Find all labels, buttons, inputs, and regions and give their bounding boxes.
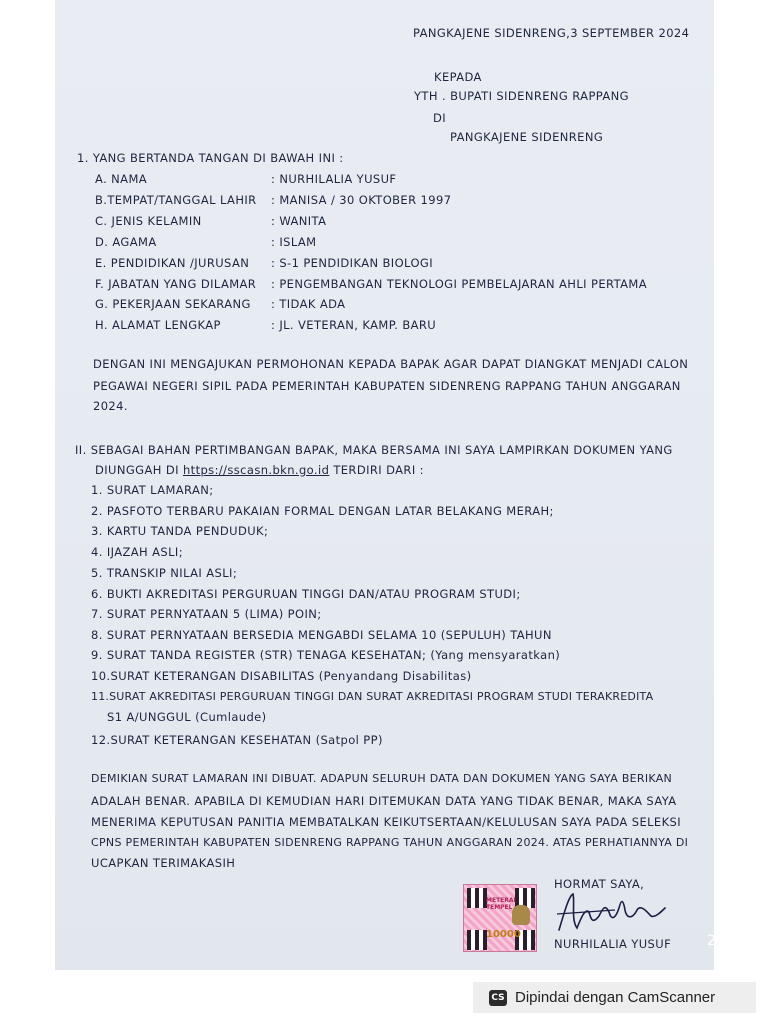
section-1-intro: 1. YANG BERTANDA TANGAN DI BAWAH INI :	[77, 151, 344, 165]
list-item-continuation: S1 A/UNGGUL (Cumlaude)	[107, 710, 267, 724]
field-value: : JL. VETERAN, KAMP. BARU	[271, 318, 437, 332]
addressee: YTH . BUPATI SIDENRENG RAPPANG	[414, 89, 629, 103]
field-label: A. NAMA	[95, 172, 148, 186]
section-2-intro: II. SEBAGAI BAHAN PERTIMBANGAN BAPAK, MAKA BERSAMA INI SAYA LAMPIRKAN DOKUMEN YANG	[75, 443, 673, 457]
list-item: 1. SURAT LAMARAN;	[91, 483, 214, 497]
list-item: 7. SURAT PERNYATAAN 5 (LIMA) POIN;	[91, 607, 322, 621]
list-item: 10.SURAT KETERANGAN DISABILITAS (Penyandang Disabilitas)	[91, 669, 472, 683]
field-value: : TIDAK ADA	[271, 297, 346, 311]
list-item: 6. BUKTI AKREDITASI PERGURUAN TINGGI DAN/ATAU PROGRAM STUDI;	[91, 587, 521, 601]
list-item: 5. TRANSKIP NILAI ASLI;	[91, 566, 238, 580]
kepada-label: KEPADA	[434, 70, 482, 84]
field-label: E. PENDIDIKAN /JURUSAN	[95, 256, 250, 270]
closing-line: CPNS PEMERINTAH KABUPATEN SIDENRENG RAPPANG TAHUN ANGGARAN 2024. ATAS PERHATIANNYA DI	[91, 836, 689, 849]
closing-line: ADALAH BENAR. APABILA DI KEMUDIAN HARI DITEMUKAN DATA YANG TIDAK BENAR, MAKA SAYA	[91, 794, 677, 808]
field-label: B.TEMPAT/TANGGAL LAHIR	[95, 193, 257, 207]
field-value: : MANISA / 30 OKTOBER 1997	[271, 193, 452, 207]
di-label: DI	[433, 111, 447, 125]
closing-line: UCAPKAN TERIMAKASIH	[91, 856, 236, 870]
field-value: : S-1 PENDIDIKAN BIOLOGI	[271, 256, 433, 270]
closing-line: DEMIKIAN SURAT LAMARAN INI DIBUAT. ADAPUN SELURUH DATA DAN DOKUMEN YANG SAYA BERIKAN	[91, 772, 673, 785]
field-value: : WANITA	[271, 214, 327, 228]
signature-image	[555, 890, 670, 935]
field-label: H. ALAMAT LENGKAP	[95, 318, 221, 332]
list-item: 4. IJAZAH ASLI;	[91, 545, 183, 559]
field-value: : ISLAM	[271, 235, 317, 249]
sscasn-link[interactable]: https://sscasn.bkn.go.id	[182, 463, 330, 477]
closing-line: MENERIMA KEPUTUSAN PANITIA MEMBATALKAN KEIKUTSERTAAN/KELULUSAN SAYA PADA SELEKSI	[91, 815, 682, 829]
list-item: 12.SURAT KETERANGAN KESEHATAN (Satpol PP)	[91, 733, 383, 747]
field-label: C. JENIS KELAMIN	[95, 214, 202, 228]
request-line: PEGAWAI NEGERI SIPIL PADA PEMERINTAH KABUPATEN SIDENRENG RAPPANG TAHUN ANGGARAN	[93, 379, 681, 393]
field-value: : NURHILALIA YUSUF	[271, 172, 397, 186]
place-date: PANGKAJENE SIDENRENG,3 SEPTEMBER 2024	[413, 26, 690, 40]
request-line: DENGAN INI MENGAJUKAN PERMOHONAN KEPADA BAPAK AGAR DAPAT DIANGKAT MENJADI CALON	[93, 357, 689, 371]
page-number: 2	[707, 933, 716, 949]
list-item: 11.SURAT AKREDITASI PERGURUAN TINGGI DAN SURAT AKREDITASI PROGRAM STUDI TERAKREDITA	[91, 690, 654, 703]
list-item: 9. SURAT TANDA REGISTER (STR) TENAGA KESEHATAN; (Yang mensyaratkan)	[91, 648, 561, 662]
scanned-letter-page	[55, 0, 714, 970]
regards: HORMAT SAYA,	[554, 877, 645, 891]
list-item: 2. PASFOTO TERBARU PAKAIAN FORMAL DENGAN LATAR BELAKANG MERAH;	[91, 504, 554, 518]
stamp-amount: 10000	[486, 929, 521, 940]
signer-name: NURHILALIA YUSUF	[554, 937, 672, 951]
request-line: 2024.	[93, 399, 128, 413]
camscanner-text: Dipindai dengan CamScanner	[515, 989, 716, 1006]
meterai-stamp-icon	[463, 884, 537, 952]
stamp-label: METERAI TEMPEL	[486, 897, 516, 911]
field-label: F. JABATAN YANG DILAMAR	[95, 277, 257, 291]
list-item: 8. SURAT PERNYATAAN BERSEDIA MENGABDI SELAMA 10 (SEPULUH) TAHUN	[91, 628, 552, 642]
field-label: D. AGAMA	[95, 235, 157, 249]
camscanner-watermark	[473, 982, 756, 1013]
field-value: : PENGEMBANGAN TEKNOLOGI PEMBELAJARAN AHLI PERTAMA	[271, 277, 647, 291]
camscanner-logo-icon: CS	[489, 990, 507, 1006]
field-label: G. PEKERJAAN SEKARANG	[95, 297, 251, 311]
addressee-location: PANGKAJENE SIDENRENG	[450, 130, 604, 144]
section-2-intro-line2: DIUNGGAH DI https://sscasn.bkn.go.id TERDIRI DARI :	[95, 463, 424, 477]
list-item: 3. KARTU TANDA PENDUDUK;	[91, 524, 269, 538]
